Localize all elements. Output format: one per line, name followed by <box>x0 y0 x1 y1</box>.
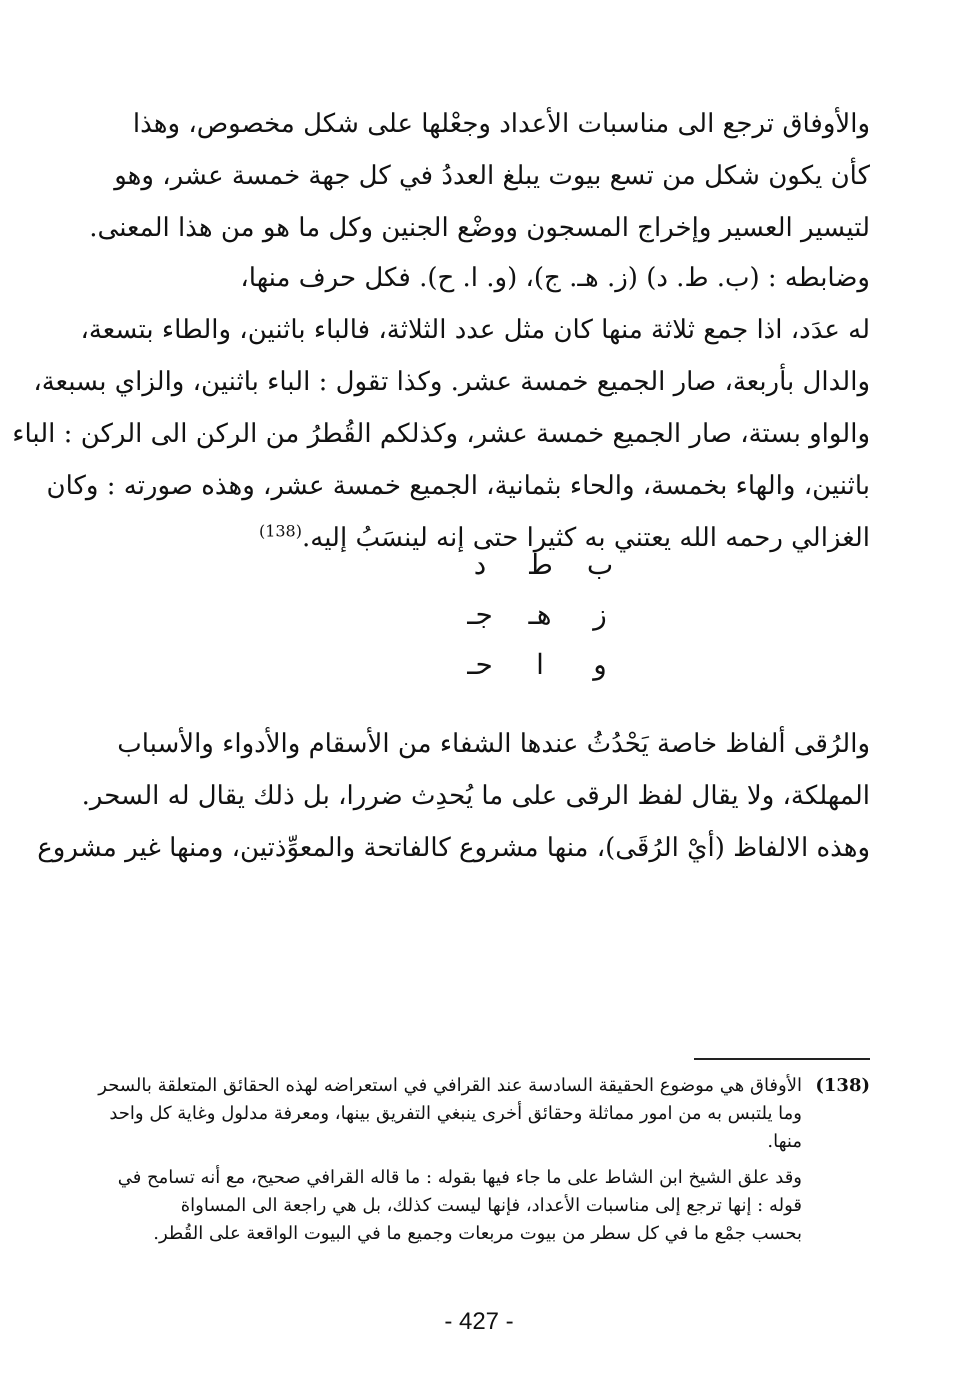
page-number: - 427 - <box>444 1308 514 1335</box>
grid-cell: ز <box>593 598 607 631</box>
grid-row <box>440 590 620 640</box>
grid-cell: ا <box>536 648 544 681</box>
footnote-gap <box>118 1156 802 1164</box>
text-line: كأن يكون شكل من تسع بيوت يبلغ العددُ في كل جهة خمسة عشر، وهو <box>114 161 870 191</box>
text-line-content: الغزالي رحمه الله يعتني به كثيرا حتى إنه لينسَبُ إليه. <box>301 523 870 553</box>
footnote-line: وما يلتبس به من امور مماثلة وحقائق أخرى ينبغي التفريق بينها، ومعرفة مدلول وغاية كل واحد <box>109 1103 802 1124</box>
footnote-line: وقد علق الشيخ ابن الشاط على ما جاء فيها بقوله : ما قاله القرافي صحيح، مع أنه تسامح في <box>117 1167 802 1188</box>
footnote-number: (138) <box>815 1075 870 1096</box>
text-line: المهلكة، ولا يقال لفظ الرقى على ما يُحدِث ضررا، بل ذلك يقال له السحر. <box>81 781 870 811</box>
paragraph-awfaq <box>89 98 870 254</box>
paragraph-ruqa <box>37 718 870 874</box>
text-line: وهذه الالفاظ (أيْ الرُقَى)، منها مشروع كالفاتحة والمعوِّذتين، ومنها غير مشروع <box>37 833 870 863</box>
text-line: باثنين، والهاء بخمسة، والحاء بثمانية، الجميع خمسة عشر، وهذه صورته : وكان <box>46 471 870 501</box>
magic-square-grid <box>440 540 620 690</box>
text-line: والواو بستة، صار الجميع خمسة عشر، وكذلكم القُطرُ من الركن الى الركن : الباء <box>12 419 870 449</box>
text-line: والدال بأربعة، صار الجميع خمسة عشر. وكذا تقول : الباء باثنين، والزاي بسبعة، <box>33 367 870 397</box>
grid-cell: و <box>593 648 607 681</box>
text-line: والرُقى ألفاظ خاصة يَحْدُثُ عندها الشفاء من الأسقام والأدواء والأسباب <box>117 729 870 759</box>
text-line: لتيسير العسير وإخراج المسجون ووضْع الجنين وكل ما هو من هذا المعنى. <box>89 213 870 243</box>
footnote-line: الأوفاق هي موضوع الحقيقة السادسة عند القرافي في استعراضه لهذه الحقائق المتعلقة بالسحر <box>98 1075 802 1096</box>
grid-cell: حـ <box>467 648 493 681</box>
text-line: والأوفاق ترجع الى مناسبات الأعداد وجعْلها على شكل مخصوص، وهذا <box>132 109 870 139</box>
grid-cell: د <box>473 548 487 581</box>
footnote-line: منها. <box>767 1131 802 1152</box>
grid-cell: ط <box>527 548 553 581</box>
text-line: وضابطه : (ب. ط. د) (ز. هـ. ج)، (و. ا. ح). فكل حرف منها، <box>240 263 870 293</box>
grid-row <box>440 640 620 690</box>
grid-cell: هـ <box>528 598 552 631</box>
footnote-line: بحسب جمْع ما في كل سطر من بيوت مربعات وجميع ما في البيوت الواقعة على القُطر. <box>153 1223 802 1244</box>
paragraph-dabituhu <box>12 252 870 564</box>
footnote-body <box>98 1072 802 1248</box>
footnote-separator <box>694 1058 870 1060</box>
footnote <box>98 1072 870 1248</box>
footnote-line: قوله : إنها ترجع إلى مناسبات الأعداد، فإنها ليست كذلك، بل هي راجعة الى المساواة <box>180 1195 802 1216</box>
text-line: له عدَد، اذا جمع ثلاثة منها كان مثل عدد الثلاثة، فالباء باثنين، والطاء بتسعة، <box>80 315 870 345</box>
grid-row <box>440 540 620 590</box>
footnote-reference[interactable]: (138) <box>258 521 302 541</box>
grid-cell: جـ <box>467 598 493 631</box>
grid-cell: ب <box>586 548 614 581</box>
